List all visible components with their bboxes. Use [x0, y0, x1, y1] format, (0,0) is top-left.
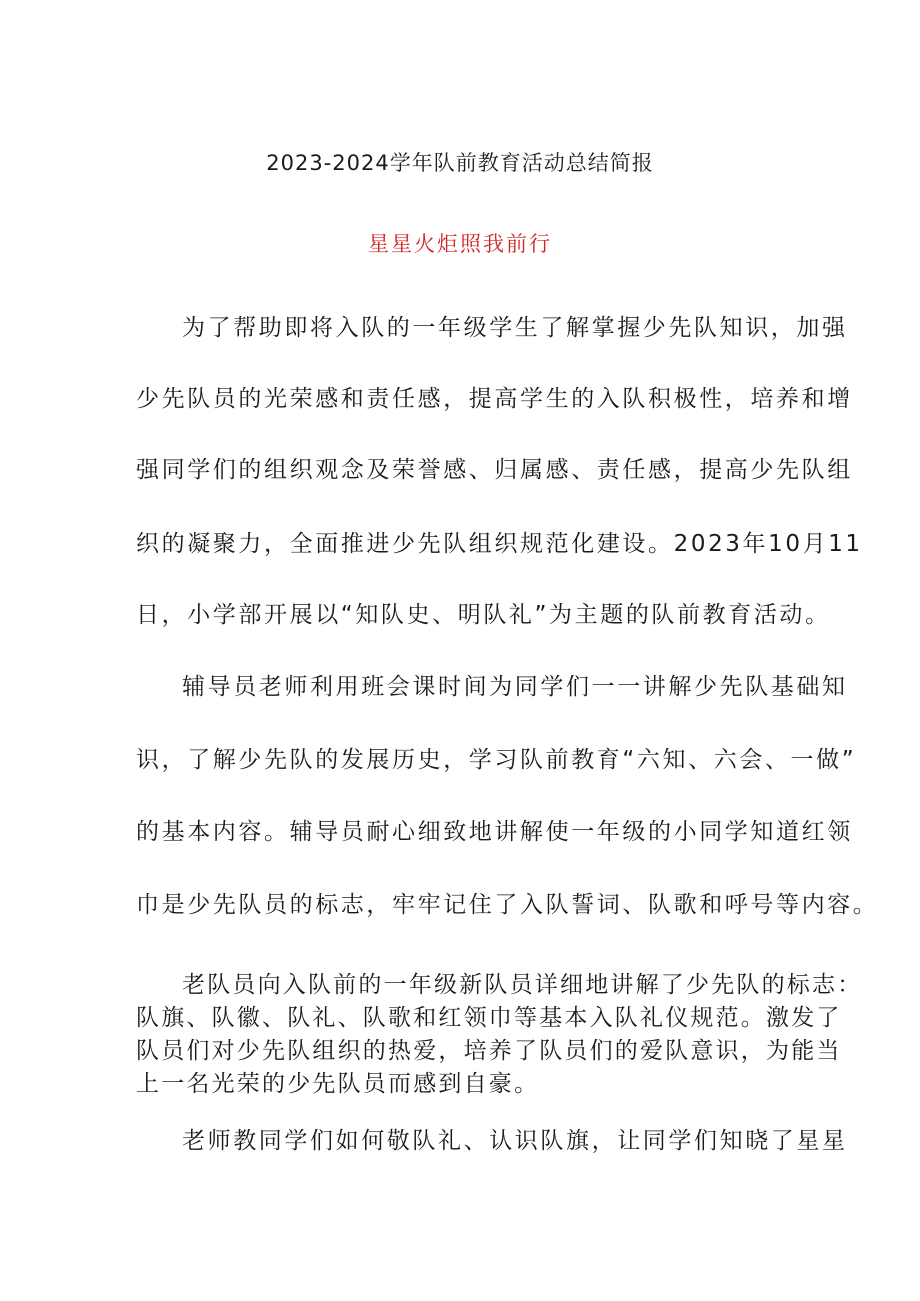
paragraph-1-line-1: 为了帮助即将入队的一年级学生了解掌握少先队知识，加强: [182, 315, 848, 341]
paragraph-2-line-1: 辅导员老师利用班会课时间为同学们一一讲解少先队基础知: [182, 674, 848, 700]
paragraph-3: [136, 969, 863, 1101]
paragraph-1-line-2: 少先队员的光荣感和责任感，提高学生的入队积极性，培养和增: [136, 386, 853, 412]
paragraph-3-line-2: 队旗、队徽、队礼、队歌和红领巾等基本入队礼仪规范。激发了: [136, 1005, 842, 1031]
paragraph-1-line-3: 强同学们的组织观念及荣誉感、归属感、责任感，提高少先队组: [136, 457, 853, 483]
document-subtitle: 星星火炬照我前行: [368, 232, 552, 256]
paragraph-4-line-1: 老师教同学们如何敬队礼、认识队旗，让同学们知晓了星星: [182, 1128, 848, 1154]
paragraph-2-line-2: 识，了解少先队的发展历史，学习队前教育“六知、六会、一做”: [136, 747, 857, 773]
paragraph-2-line-4: 巾是少先队员的标志，牢牢记住了入队誓词、队歌和呼号等内容。: [136, 892, 879, 918]
paragraph-3-line-4: 上一名光荣的少先队员而感到自豪。: [136, 1071, 540, 1097]
paragraph-3-line-1: 老队员向入队前的一年级新队员详细地讲解了少先队的标志：: [182, 972, 863, 998]
paragraph-3-line-3: 队员们对少先队组织的热爱，培养了队员们的爱队意识，为能当: [136, 1038, 842, 1064]
paragraph-1-line-5: 日，小学部开展以“知队史、明队礼”为主题的队前教育活动。: [136, 602, 831, 628]
paragraph-1-line-4: 织的凝聚力，全面推进少先队组织规范化建设。2023年10月11: [136, 531, 863, 557]
paragraph-2-line-3: 的基本内容。辅导员耐心细致地讲解使一年级的小同学知道红领: [136, 819, 853, 845]
document-title: 2023-2024学年队前教育活动总结简报: [266, 151, 654, 175]
